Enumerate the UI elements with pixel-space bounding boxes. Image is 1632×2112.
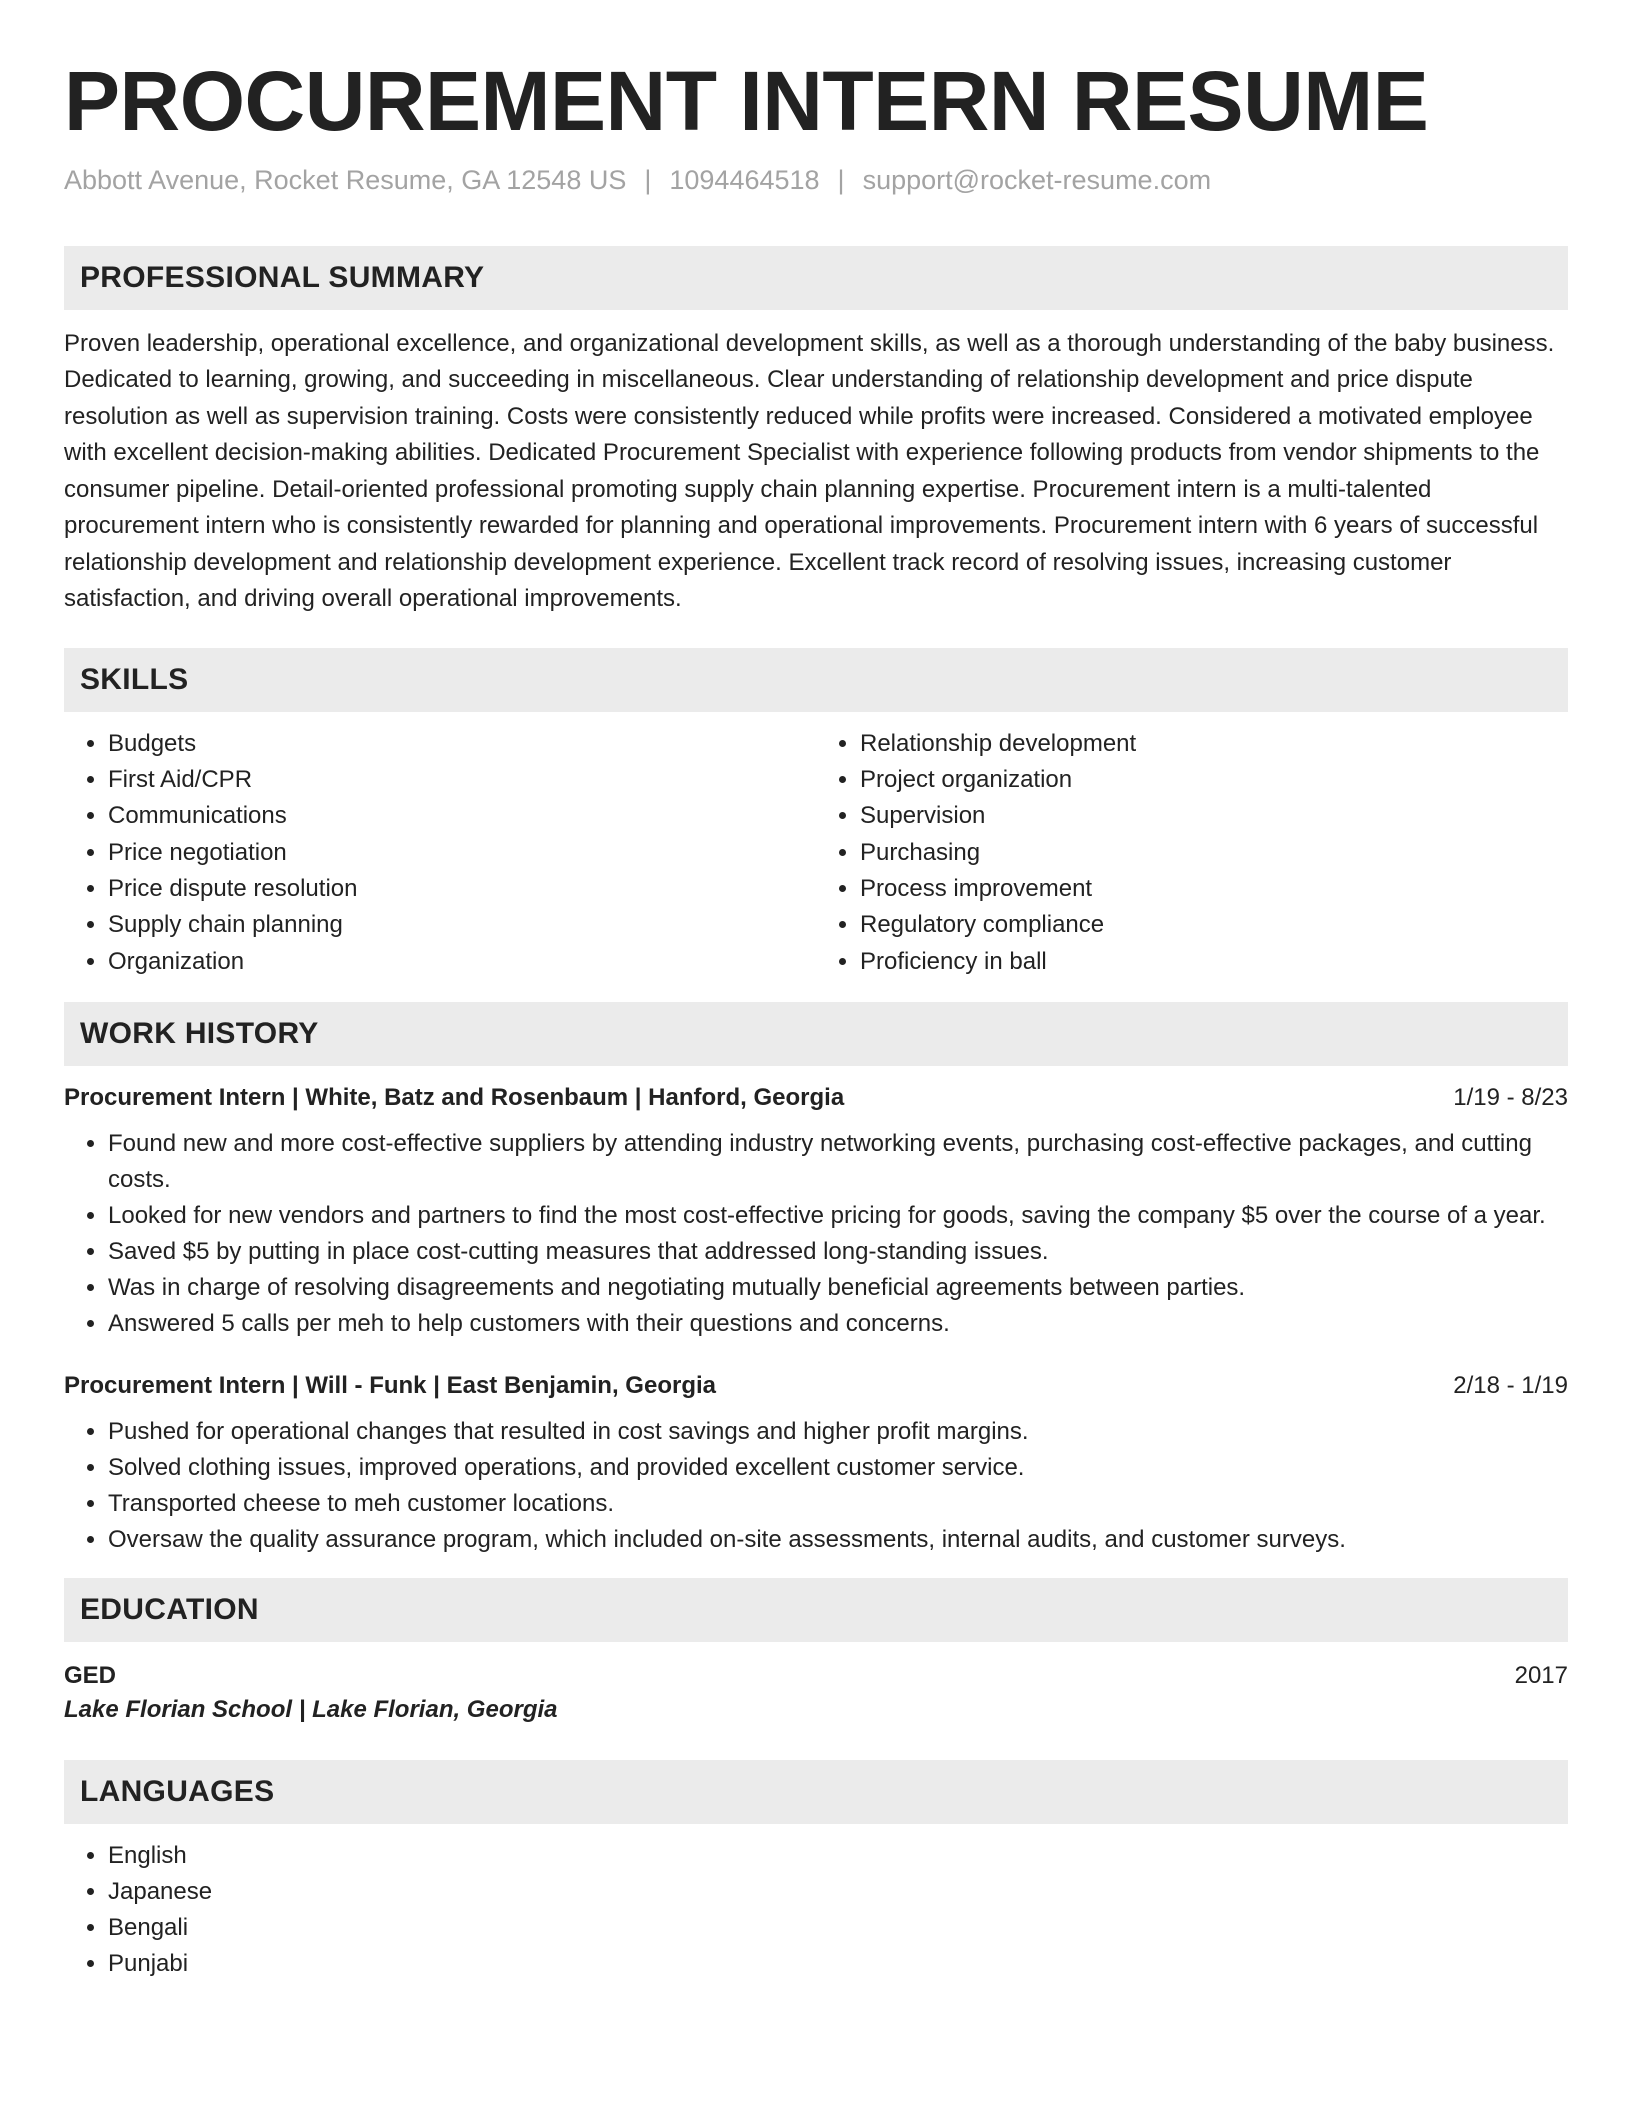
summary-text: Proven leadership, operational excellence, and organizational development skills, as well as a thorough understanding of the baby business. Dedicated to learning, growing, and succeeding in miscellaneous. Clear understanding of relationship development and price dispute resolution as well as supervision training. Costs were consistently reduced while profits were increased. Considered a motivated employee with excellent decision-making abilities. Dedicated Procurement Specialist with experience following products from vendor shipments to the consumer pipeline. Detail-oriented professional promoting supply chain planning expertise. Procurement intern is a multi-talented procurement intern who is consistently rewarded for planning and operational improvements. Procurement intern with 6 years of successful relationship development and relationship development experience. Excellent track record of resolving issues, increasing customer satisfaction, and driving overall operational improvements. <box>64 329 1555 613</box>
contact-phone: 1094464518 <box>669 164 820 195</box>
skill-item: • Organization <box>108 944 816 980</box>
job-bullet: • Saved $5 by putting in place cost-cutting measures that addressed long-standing issues. <box>108 1234 1568 1270</box>
contact-address: Abbott Avenue, Rocket Resume, GA 12548 US <box>64 164 627 195</box>
education-year: 2017 <box>1514 1661 1568 1689</box>
job-bullet: • Transported cheese to meh customer locations. <box>108 1486 1568 1522</box>
job-dates: 2/18 - 1/19 <box>1453 1371 1568 1399</box>
section-header-skills: SKILLS <box>64 648 1568 712</box>
job-bullet: • Looked for new vendors and partners to find the most cost-effective pricing for goods, saving the company $5 over the course of a year. <box>108 1198 1568 1234</box>
contact-separator: | <box>644 164 652 195</box>
job-dates: 1/19 - 8/23 <box>1453 1083 1568 1111</box>
education-header <box>64 1662 1568 1690</box>
education-school: Lake Florian School | Lake Florian, Georgia <box>64 1695 558 1723</box>
job-bullet: • Was in charge of resolving disagreements and negotiating mutually beneficial agreements between parties. <box>108 1270 1568 1306</box>
contact-line <box>64 165 1568 196</box>
skill-item: • Communications <box>108 798 816 834</box>
education-degree: GED <box>64 1661 117 1689</box>
job-bullet: • Solved clothing issues, improved operations, and provided excellent customer service. <box>108 1450 1568 1486</box>
language-item: • Japanese <box>108 1874 1568 1910</box>
skill-item: • Price negotiation <box>108 835 816 871</box>
section-header-work-history: WORK HISTORY <box>64 1002 1568 1066</box>
job-entry <box>64 1372 1568 1558</box>
skill-item: • Proficiency in ball <box>860 944 1568 980</box>
job-header <box>64 1372 1568 1400</box>
job-bullet: • Answered 5 calls per meh to help customers with their questions and concerns. <box>108 1306 1568 1342</box>
skill-item: • Relationship development <box>860 726 1568 762</box>
skills-column-left <box>64 726 816 980</box>
skills-column-right <box>816 726 1568 980</box>
job-bullet: • Pushed for operational changes that resulted in cost savings and higher profit margins. <box>108 1414 1568 1450</box>
skills-list-left <box>64 726 816 980</box>
skill-item: • Regulatory compliance <box>860 907 1568 943</box>
contact-separator: | <box>837 164 845 195</box>
contact-email: support@rocket-resume.com <box>862 164 1212 195</box>
job-title: Procurement Intern | White, Batz and Rosenbaum | Hanford, Georgia <box>64 1083 845 1111</box>
language-item: • English <box>108 1838 1568 1874</box>
section-header-education: EDUCATION <box>64 1578 1568 1642</box>
skill-item: • First Aid/CPR <box>108 762 816 798</box>
resume-title: PROCUREMENT INTERN RESUME <box>64 54 1429 148</box>
skill-item: • Process improvement <box>860 871 1568 907</box>
job-bullet: • Oversaw the quality assurance program, which included on-site assessments, internal audits, and customer surveys. <box>108 1522 1568 1558</box>
skill-item: • Project organization <box>860 762 1568 798</box>
skill-item: • Budgets <box>108 726 816 762</box>
skill-item: • Purchasing <box>860 835 1568 871</box>
job-entry <box>64 1084 1568 1342</box>
job-bullet: • Found new and more cost-effective suppliers by attending industry networking events, purchasing cost-effective packages, and cutting costs. <box>108 1126 1568 1198</box>
languages-list <box>64 1838 1568 1982</box>
skills-list-right <box>816 726 1568 980</box>
language-item: • Bengali <box>108 1910 1568 1946</box>
job-title: Procurement Intern | Will - Funk | East Benjamin, Georgia <box>64 1371 716 1399</box>
language-item: • Punjabi <box>108 1946 1568 1982</box>
section-header-languages: LANGUAGES <box>64 1760 1568 1824</box>
skill-item: • Supervision <box>860 798 1568 834</box>
skill-item: • Price dispute resolution <box>108 871 816 907</box>
skill-item: • Supply chain planning <box>108 907 816 943</box>
section-header-summary: PROFESSIONAL SUMMARY <box>64 246 1568 310</box>
job-header <box>64 1084 1568 1112</box>
job-bullets <box>64 1414 1568 1558</box>
skills-grid <box>64 726 1568 980</box>
job-bullets <box>64 1126 1568 1342</box>
